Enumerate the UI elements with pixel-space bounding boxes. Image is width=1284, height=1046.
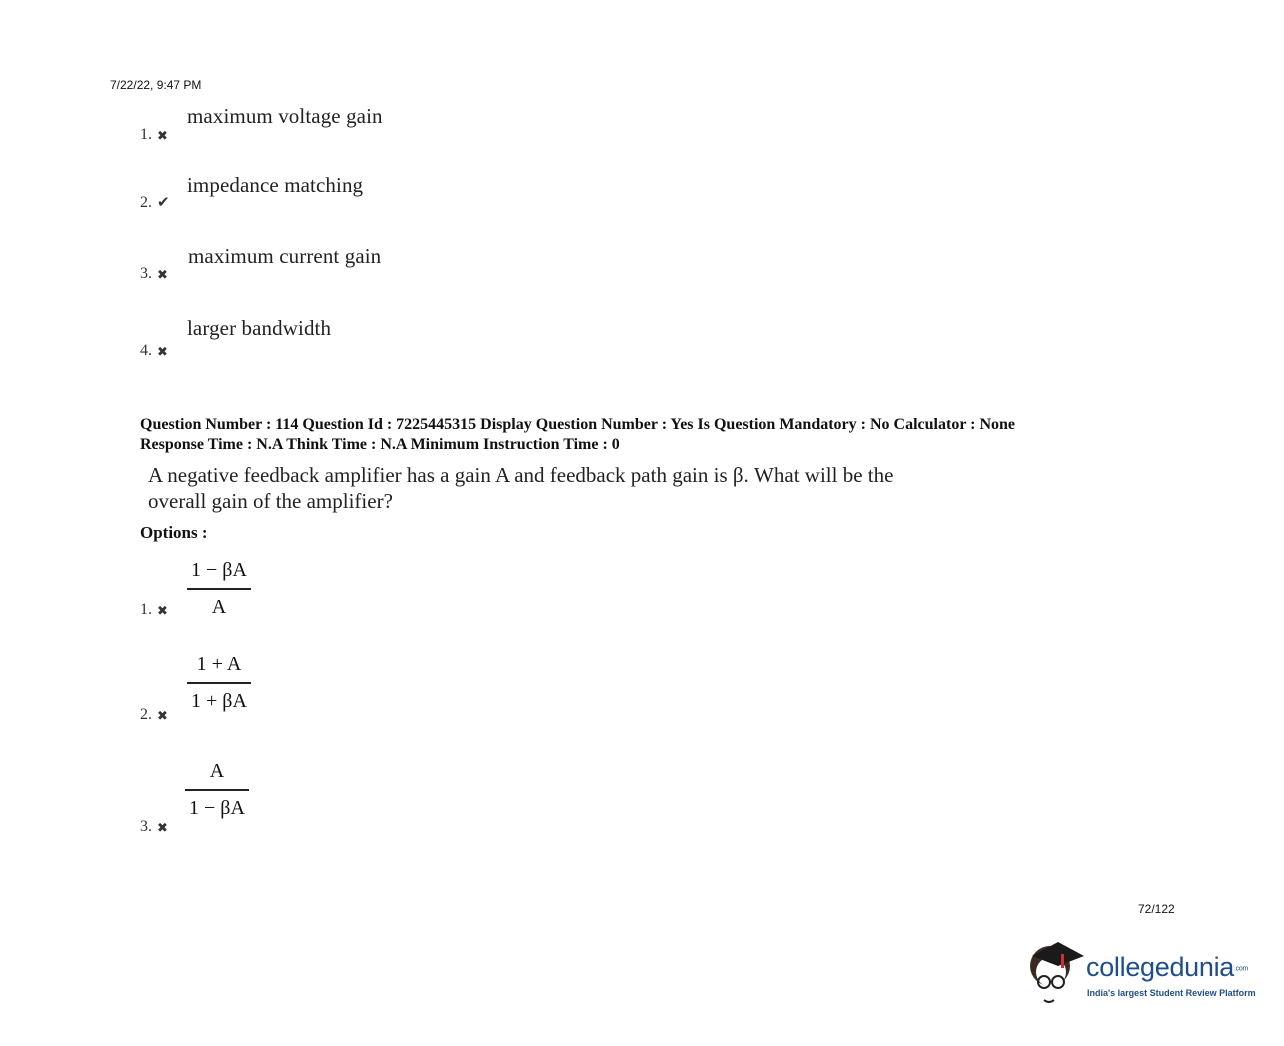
formula-denominator: 1 + βA xyxy=(191,689,247,712)
option-number: 1. xyxy=(140,601,152,618)
prev-option-1-number xyxy=(140,126,168,144)
formula-numerator: 1 + A xyxy=(196,653,242,675)
formula-numerator: A xyxy=(209,760,225,782)
check-icon: ✔ xyxy=(157,194,170,211)
question-meta-line-2: Response Time : N.A Think Time : N.A Minimum Instruction Time : 0 xyxy=(140,436,620,453)
option-number: 3. xyxy=(140,265,152,282)
option-1-number xyxy=(140,601,168,619)
prev-option-4-text: larger bandwidth xyxy=(187,316,332,340)
option-number: 2. xyxy=(140,706,152,723)
question-text-line-2: overall gain of the amplifier? xyxy=(148,489,393,513)
option-1-formula xyxy=(187,559,251,619)
prev-option-3-text: maximum current gain xyxy=(188,244,382,268)
mascot-icon xyxy=(1030,942,1084,1002)
prev-option-2-number xyxy=(140,194,170,212)
option-2-number xyxy=(140,706,168,724)
option-3-number xyxy=(140,818,168,836)
cross-icon: ✖ xyxy=(157,707,168,723)
options-label: Options : xyxy=(140,523,208,542)
cross-icon: ✖ xyxy=(157,343,168,359)
formula-denominator: 1 − βA xyxy=(189,796,245,819)
option-3-formula xyxy=(185,760,249,820)
formula-denominator: A xyxy=(211,595,227,618)
prev-option-3-number xyxy=(140,265,168,283)
brand-name: collegedunia xyxy=(1086,952,1235,982)
brand-wordmark xyxy=(1086,952,1248,983)
cross-icon: ✖ xyxy=(157,266,168,282)
cross-icon: ✖ xyxy=(157,602,168,618)
prev-option-1-text: maximum voltage gain xyxy=(187,104,383,128)
prev-option-4-number xyxy=(140,342,168,360)
prev-option-2-text: impedance matching xyxy=(187,173,364,197)
brand-tagline: India's largest Student Review Platform xyxy=(1087,988,1256,998)
cross-icon: ✖ xyxy=(157,127,168,143)
option-number: 2. xyxy=(140,194,152,211)
option-number: 1. xyxy=(140,126,152,143)
brand-suffix: .com xyxy=(1234,965,1249,973)
option-2-formula xyxy=(187,653,251,713)
question-text-line-1: A negative feedback amplifier has a gain A and feedback path gain is β. What will be the xyxy=(148,463,894,487)
option-number: 3. xyxy=(140,818,152,835)
option-number: 4. xyxy=(140,342,152,359)
print-timestamp: 7/22/22, 9:47 PM xyxy=(110,78,202,92)
page-number: 72/122 xyxy=(1138,902,1175,916)
question-meta-line-1: Question Number : 114 Question Id : 7225445315 Display Question Number : Yes Is Question Mandatory : No Calculator : None xyxy=(140,416,1016,433)
cross-icon: ✖ xyxy=(157,819,168,835)
formula-numerator: 1 − βA xyxy=(191,559,247,581)
